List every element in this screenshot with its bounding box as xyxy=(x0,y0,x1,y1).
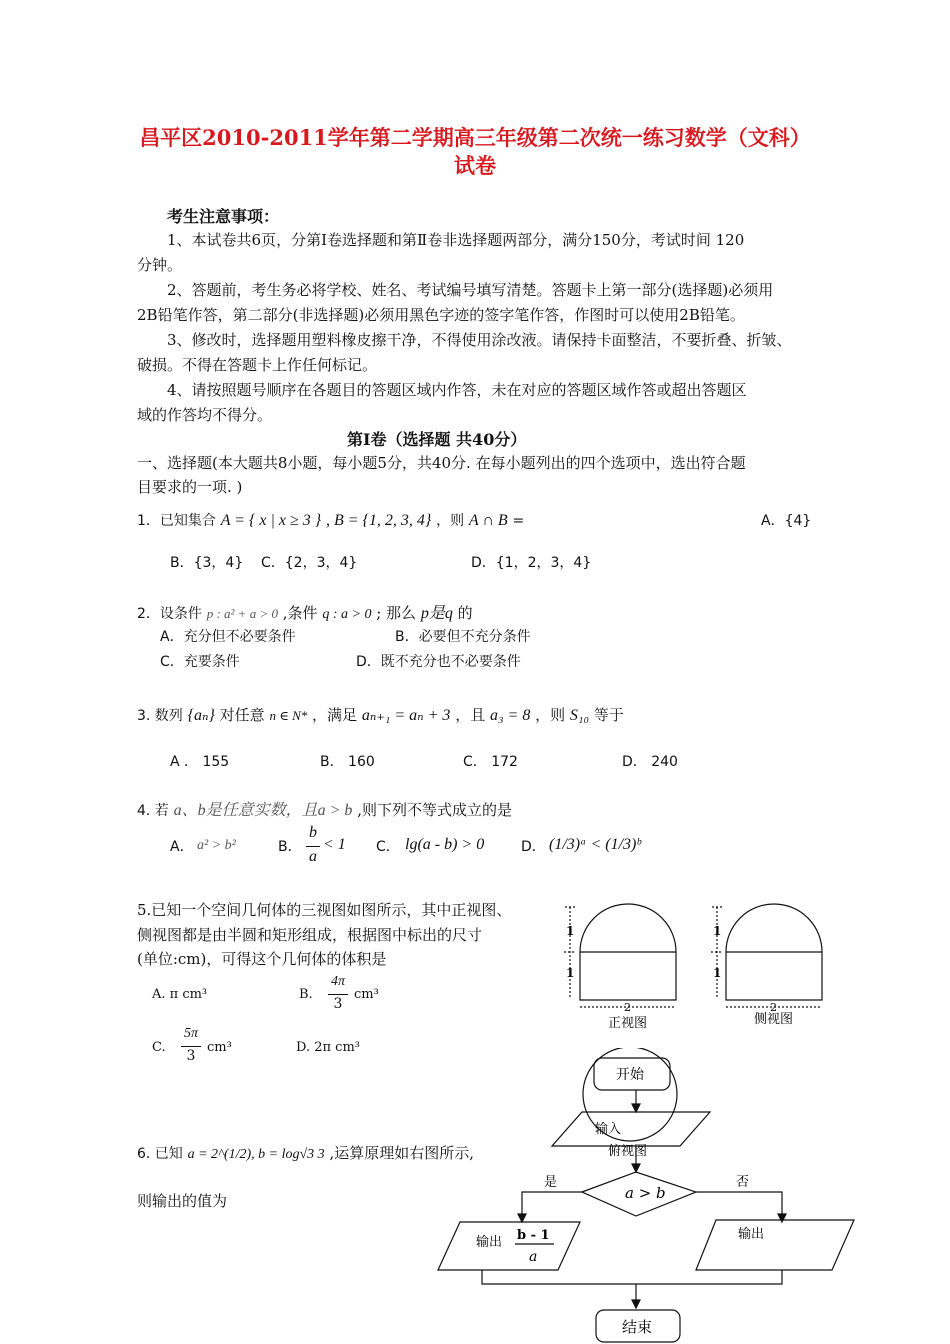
q5-option-a: A. π cm³ xyxy=(152,987,208,1002)
flowchart-output-left-label: 输出 xyxy=(476,1235,503,1250)
flowchart-no-label: 否 xyxy=(736,1175,750,1190)
side-view-label: 侧视图 xyxy=(754,1012,794,1027)
flowchart-end-label: 结束 xyxy=(622,1318,653,1336)
q3-option-d: D． 240 xyxy=(622,754,678,770)
q2-lead: 2．设条件 xyxy=(137,606,202,622)
q1-lead: 1．已知集合 xyxy=(137,513,216,529)
q2-tail2: 的 xyxy=(457,604,473,622)
q1-option-a: A．{4} xyxy=(761,513,812,529)
q4-tail: ,则下列不等式成立的是 xyxy=(357,801,512,819)
q2-tail: ; 那么 xyxy=(376,604,417,622)
q2-option-b: B．必要但不充分条件 xyxy=(395,629,531,645)
q1-eq: = xyxy=(512,513,525,529)
q2-option-c: C．充要条件 xyxy=(160,654,240,670)
q5-option-b-label: B. xyxy=(299,987,313,1002)
q4-option-a-label: A． xyxy=(170,839,194,855)
q3-option-a: A ． 155 xyxy=(170,754,230,770)
q4-ab: a、b是任意实数，且a > b xyxy=(173,802,353,819)
q1-option-c: C．{2，3，4} xyxy=(261,555,358,571)
q3-option-b: B． 160 xyxy=(320,754,375,770)
q3-sat: ，满足 xyxy=(312,706,358,724)
q5-option-c-label: C. xyxy=(152,1040,166,1055)
q5-option-d: D. 2π cm³ xyxy=(296,1040,360,1055)
q2-condition-q: q : a > 0 xyxy=(322,607,372,622)
q1-option-d: D．{1，2，3，4} xyxy=(471,555,592,571)
flowchart xyxy=(430,1048,860,1344)
q3-a3: a₃ = 8 xyxy=(489,707,531,724)
notice-item-4: 4、请按照题号顺序在各题目的答题区域内作答，未在对应的答题区域作答或超出答题区 xyxy=(167,381,747,399)
q6-stem-line2: 则输出的值为 xyxy=(137,1192,228,1210)
q3-and: ，且 xyxy=(455,706,486,724)
notice-item-3-cont: 破损。不得在答题卡上作任何标记。 xyxy=(137,356,378,374)
section-intro: 一、选择题(本大题共8小题，每小题5分，共40分. 在每小题列出的四个选项中，选出符合题 xyxy=(137,454,746,472)
q4-option-b-den: a xyxy=(309,848,317,865)
q5-option-b-den: 3 xyxy=(333,996,343,1012)
flowchart-output-left xyxy=(438,1222,580,1270)
notice-item-2: 2、答题前，考生务必将学校、姓名、考试编号填写清楚。答题卡上第一部分(选择题)必须用 xyxy=(167,281,774,299)
flowchart-input-label: 输入 xyxy=(595,1122,622,1137)
notice-item-3: 3、修改时，选择题用塑料橡皮擦干净，不得使用涂改液。请保持卡面整洁，不要折叠、折皱、 xyxy=(167,331,792,349)
q1-set-a: A = { x | x ≥ 3 } xyxy=(220,512,322,529)
notice-heading: 考生注意事项： xyxy=(167,207,280,226)
q2-mid: ,条件 xyxy=(282,604,318,622)
q3-lead: 3. 数列 xyxy=(137,708,183,724)
q5-option-c-den: 3 xyxy=(186,1048,196,1064)
q5-option-c-fraction-bar xyxy=(181,1046,201,1047)
q3-eq: 等于 xyxy=(593,706,624,724)
q5-stem-line1: 5.已知一个空间几何体的三视图如图所示，其中正视图、 xyxy=(137,901,512,919)
q4-option-d-label: D． xyxy=(521,839,546,855)
side-view-dim-1b: 1 xyxy=(713,966,722,980)
flowchart-output-right xyxy=(696,1220,854,1270)
notice-item-1-cont: 分钟。 xyxy=(137,256,183,274)
q4-option-b-rest: < 1 xyxy=(323,836,346,853)
front-view-label: 正视图 xyxy=(608,1016,648,1031)
q4-stem xyxy=(137,797,512,820)
section-heading: 第Ⅰ卷（选择题 共40分） xyxy=(347,430,527,449)
flowchart-yes-label: 是 xyxy=(544,1175,558,1190)
q5-stem-line2: 侧视图都是由半圆和矩形组成，根据图中标出的尺寸 xyxy=(137,926,483,944)
q6-tail: ,运算原理如右图所示, xyxy=(329,1144,475,1162)
section-intro-cont: 目要求的一项. ) xyxy=(137,478,243,496)
q3-recurrence: aₙ₊₁ = aₙ + 3 xyxy=(361,707,451,724)
q1-expr: A ∩ B xyxy=(468,512,508,529)
q3-s10: S₁₀ xyxy=(569,707,590,724)
q3-sequence: {aₙ} xyxy=(187,707,215,724)
q4-option-d: (1/3)ᵃ < (1/3)ᵇ xyxy=(549,836,641,853)
q6-lead: 6. 已知 xyxy=(137,1146,183,1162)
side-view xyxy=(711,904,822,1007)
q3-stem xyxy=(137,704,624,725)
flowchart-condition: a > b xyxy=(625,1184,666,1202)
q2-p-q: p是q xyxy=(420,605,453,622)
q4-lead: 4. 若 xyxy=(137,803,169,819)
q2-condition-p: p : a² + a > 0 xyxy=(206,606,278,621)
q2-option-d: D．既不充分也不必要条件 xyxy=(356,654,521,670)
front-view-dim-1b: 1 xyxy=(566,966,575,980)
front-view xyxy=(564,904,676,1007)
q1-set-b: , B = {1, 2, 3, 4} xyxy=(325,512,432,529)
q3-then: ，则 xyxy=(535,706,566,724)
q6-expr: a = 2^(1/2), b = log√3 3 xyxy=(187,1147,325,1162)
front-view-dim-2: 2 xyxy=(624,1001,631,1014)
q5-option-b-num: 4π xyxy=(330,974,345,989)
q6-stem xyxy=(137,1142,474,1163)
q4-option-c-label: C． xyxy=(376,839,400,855)
notice-item-1: 1、本试卷共6页，分第Ⅰ卷选择题和第Ⅱ卷非选择题两部分，满分150分，考试时间 120 xyxy=(167,231,745,249)
exam-title-line2: 试卷 xyxy=(454,153,496,178)
q4-option-b-num: b xyxy=(309,824,317,841)
notice-item-4-cont: 域的作答均不得分。 xyxy=(137,406,273,424)
flowchart-output-right-label: 输出 xyxy=(738,1227,765,1242)
side-view-dim-2: 2 xyxy=(770,1001,777,1014)
q3-option-c: C． 172 xyxy=(463,754,518,770)
three-view-figure xyxy=(560,895,840,1035)
flowchart-overlay-label: 俯视图 xyxy=(608,1144,648,1159)
flowchart-start-label: 开始 xyxy=(616,1067,644,1083)
exam-title: 昌平区2010-2011学年第二学期高三年级第二次统一练习数学（文科） xyxy=(139,125,811,150)
q5-option-c-unit: cm³ xyxy=(207,1040,232,1055)
q1-then: ，则 xyxy=(436,513,465,529)
q1-option-b: B．{3，4} xyxy=(170,555,244,571)
flowchart-fraction-den: a xyxy=(529,1249,538,1265)
q1-stem xyxy=(137,510,524,530)
q4-option-a: a² > b² xyxy=(197,838,236,853)
q4-option-b-label: B． xyxy=(278,839,302,855)
flowchart-fraction-num: b - 1 xyxy=(517,1228,550,1243)
q3-n: n ∈ N* xyxy=(269,708,308,723)
side-view-dim-1: 1 xyxy=(713,924,722,938)
q2-stem xyxy=(137,600,473,623)
q5-option-c-num: 5π xyxy=(183,1026,198,1041)
q3-cond: 对任意 xyxy=(219,706,265,724)
q5-option-b-fraction-bar xyxy=(328,994,348,995)
q4-option-c: lg(a - b) > 0 xyxy=(405,836,485,853)
notice-item-2-cont: 2B铅笔作答，第二部分(非选择题)必须用黑色字迹的签字笔作答，作图时可以使用2B铅笔。 xyxy=(137,306,745,324)
q5-stem-line3: (单位:cm)，可得这个几何体的体积是 xyxy=(137,950,387,968)
q2-option-a: A．充分但不必要条件 xyxy=(160,629,296,645)
q4-option-b-fraction-bar xyxy=(306,846,320,847)
q5-option-b-unit: cm³ xyxy=(354,987,379,1002)
front-view-dim-1: 1 xyxy=(566,924,575,938)
